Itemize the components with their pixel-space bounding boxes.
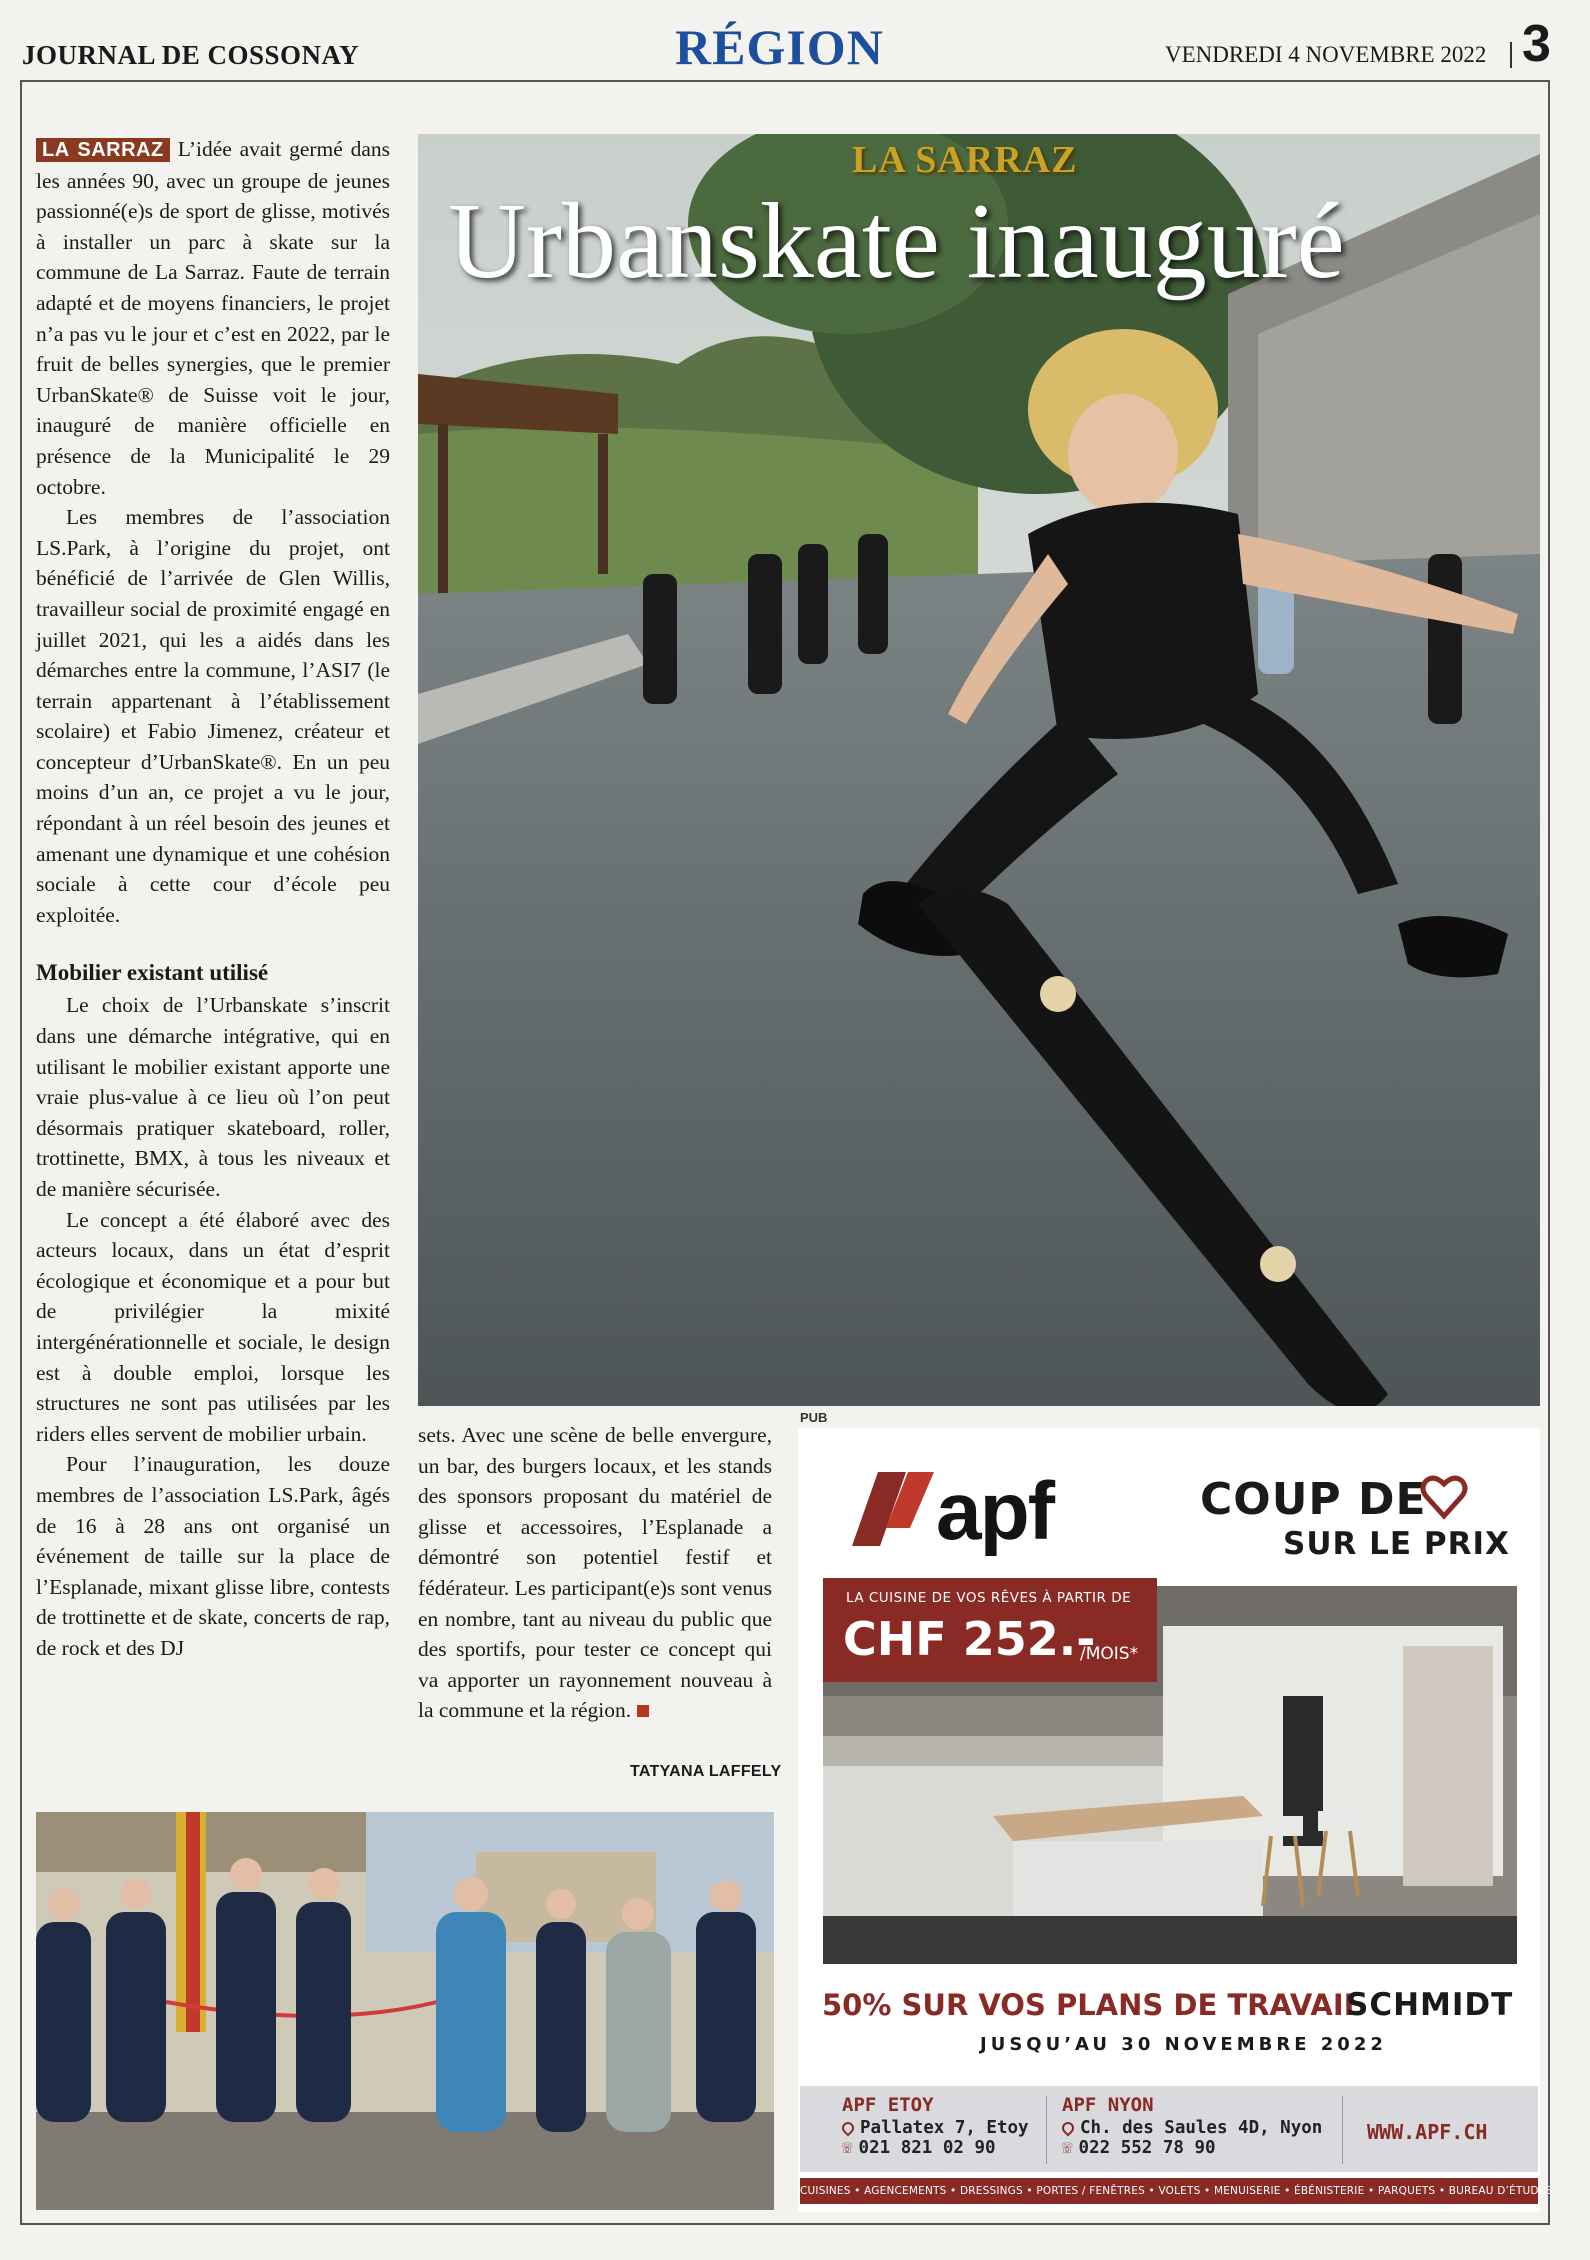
location-etoy[interactable] (842, 2094, 1029, 2158)
ad-deal: 50% SUR VOS PLANS DE TRAVAIL (822, 1988, 1363, 2022)
skateboarder-photo-illustration (418, 134, 1540, 1406)
location-pin-icon (1060, 2120, 1077, 2137)
ad-slogan-line2: SUR LE PRIX (1283, 1526, 1510, 1562)
location-address: Ch. des Saules 4D, Nyon (1080, 2118, 1323, 2138)
location-phone: 022 552 78 90 (1078, 2138, 1216, 2158)
masthead: JOURNAL DE COSSONAY (22, 40, 360, 70)
article-subheading: Mobilier existant utilisé (36, 960, 269, 986)
photo-kicker: LA SARRAZ (852, 139, 1078, 181)
location-name: APF NYON (1062, 2094, 1154, 2116)
article-column-left (36, 134, 390, 1664)
article-column-middle (418, 1420, 772, 1726)
article-paragraph: Les membres de l’association LS.Park, à l’origine du projet, ont bénéficié de l’arrivée de Glen Willis, travailleur social de proximité engagé en juillet 2021, qui les a aidés dans les démarches entre la commune, l’ASI7 (le terrain appartenant à l’établissement scolaire) et Fabio Jimenez, créateur et concepteur d’UrbanSkate®. En un peu moins d’un an, ce projet a vu le jour, répondant à un réel besoin des jeunes et amenant une dynamique et une cohésion sociale à cette cour d’école peu exploitée. (36, 505, 390, 927)
inauguration-photo (36, 1812, 774, 2210)
location-phone: 021 821 02 90 (858, 2138, 996, 2158)
price-amount: CHF 252.- (843, 1612, 1096, 1666)
article-kicker: LA SARRAZ (36, 138, 170, 162)
price-prefix: LA CUISINE DE VOS RÊVES À PARTIR DE (846, 1590, 1132, 1606)
inauguration-photo-illustration (36, 1812, 774, 2210)
price-unit: /MOIS* (1080, 1644, 1139, 1664)
article-paragraph (36, 134, 390, 502)
location-pin-icon (840, 2120, 857, 2137)
article-paragraph (418, 1420, 772, 1726)
article-byline: TATYANA LAFFELY (630, 1763, 782, 1780)
article-paragraph-text: sets. Avec une scène de belle envergure, un bar, des burgers locaux, et les stands des sponsors proposant du matériel de glisse et accessoires, l’Esplanade a démontré son potentiel festif et fédérateur. Les participant(e)s sont venus en nombre, tant au niveau du public que des sportifs, pour tester ce concept qui va apporter un rayonnement nouveau à la commune et la région. (418, 1423, 773, 1723)
ad-slogan-line1: COUP DE (1200, 1474, 1427, 1525)
article-title: Urbanskate inauguré (448, 182, 1345, 301)
location-address: Pallatex 7, Etoy (860, 2118, 1029, 2138)
ad-brand-schmidt: SCHMIDT (1346, 1987, 1514, 2023)
ad-services-footer: CUISINES • AGENCEMENTS • DRESSINGS • PORTES / FENÊTRES • VOLETS • MENUISERIE • ÉBÉNISTERIE • PARQUETS • BUREAU D’ÉTUDES (800, 2178, 1538, 2204)
location-name: APF ETOY (842, 2094, 934, 2116)
phone-icon: ☏ (842, 2138, 853, 2158)
contact-divider (1046, 2096, 1047, 2164)
apf-logo-icon (850, 1468, 936, 1550)
ad-label: PUB (800, 1410, 828, 1425)
skateboarder-photo (418, 134, 1540, 1406)
phone-icon: ☏ (1062, 2138, 1073, 2158)
article-paragraph-text: L’idée avait germé dans les années 90, avec un groupe de jeunes passionné(e)s de sport de glisse, motivés à installer un parc à skate sur la commune de La Sarraz. Faute de terrain adapté et de moyens financiers, le projet n’a pas vu le jour et c’est en 2022, par le fruit de belles synergies, que le premier UrbanSkate® de Suisse voit le jour, inauguré de manière officielle en présence de la Municipalité le 29 octobre. (36, 137, 390, 499)
location-nyon[interactable] (1062, 2094, 1322, 2158)
contact-divider (1342, 2096, 1343, 2164)
apf-logo-text: apf (936, 1466, 1053, 1557)
article-paragraph: Le concept a été élaboré avec des acteurs locaux, dans un état d’esprit écologique et économique et a pour but de privilégier la mixité intergénérationnelle et sociale, le design est à double emploi, lorsque les structures ne sont pas utilisées par les riders elles servent de mobilier urbain. (36, 1207, 390, 1446)
article-paragraph: Pour l’inauguration, les douze membres de l’association LS.Park, âgés de 16 à 28 ans ont organisé un événement de taille sur la place de l’Esplanade, mixant glisse libre, contests de trottinette et de skate, concerts de rap, de rock et des DJ (36, 1452, 390, 1660)
article-paragraph: Le choix de l’Urbanskate s’inscrit dans une démarche intégrative, qui en utilisant le mobilier existant apporte une vraie plus-value à ce lieu où l’on peut désormais pratiquer skateboard, roller, trottinette, BMX, à tous les niveaux et de manière sécurisée. (36, 993, 390, 1201)
ad-website-link[interactable]: WWW.APF.CH (1367, 2120, 1488, 2144)
end-of-article-mark (637, 1705, 649, 1717)
section-title: RÉGION (675, 19, 884, 75)
header-divider (1510, 42, 1512, 68)
heart-icon (1420, 1474, 1468, 1520)
ad-validity: JUSQU’AU 30 NOVEMBRE 2022 (980, 2034, 1387, 2055)
issue-date: VENDREDI 4 NOVEMBRE 2022 (1165, 42, 1487, 67)
page-number: 3 (1522, 15, 1551, 73)
